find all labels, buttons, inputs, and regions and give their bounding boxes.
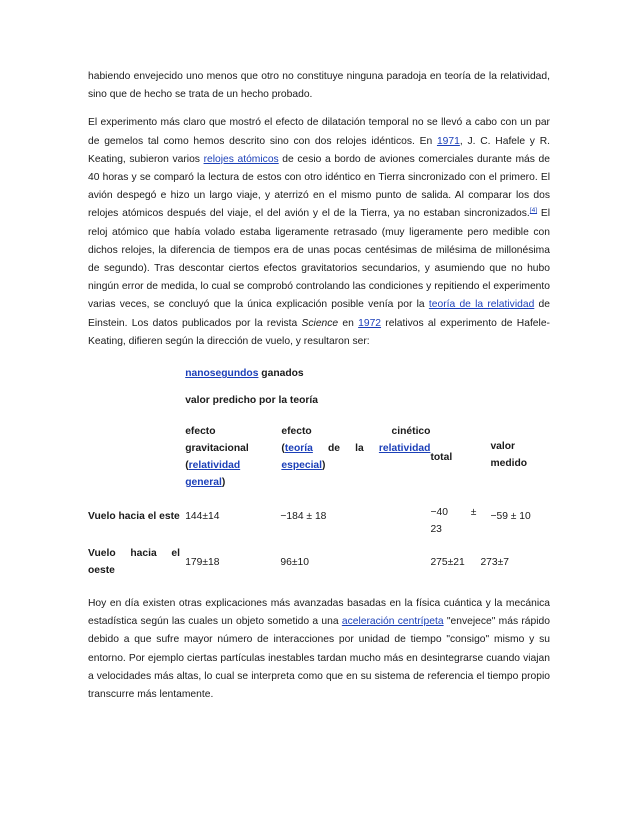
header-total: total [430,451,453,463]
intro-text: habiendo envejecido uno menos que otro no constituye ninguna paradoja en teoría de la relatividad, sino que de hecho se trata de un hecho probado. [88,71,550,101]
total-east-error: 23 [430,524,442,536]
west-label-b: hacia [130,548,157,560]
table-header-predicted [88,392,550,419]
intro-paragraph [88,68,550,104]
cell-measured-east: −59 ± 10 [490,510,531,522]
experiment-text-3: de cesio a bordo de aviones comerciales durante más de 40 horas y se comparó la lectura de estos con otro idéntico en Tierra sincronizado con el primero. El avión despegó e hizo un largo viaje, y aterrizó en el mismo punto de salida. Al comparar los dos relojes atómicos después del viaje, el del avión y el de la Tierra, ya no estaban sincronizados. [88,153,550,220]
total-east-value: −40 [430,507,448,519]
link-relatividad-especial[interactable]: relatividad [378,443,431,455]
experiment-text-4: El reloj atómico que había volado estaba ligeramente retrasado (muy ligeramente pero medible con dichos relojes, la diferencia de tiempos era de unas pocas centésimas de milésima de millonésima de segundo). Tras descontar ciertos efectos gravitatorios secundarios, y asumiendo que no hubo ningún error de medida, lo cual se comprobó controlando las condiciones y repitiendo el experimento varias veces, se concluyó que la única explicación posible venía por la [88,208,550,311]
quantum-text-1: Hoy en día existen otras explicaciones más avanzadas basadas en la física cuántica y la mecánica estadística según las cuales un objeto sometido a una [88,598,550,628]
west-label-a: Vuelo [88,548,116,560]
header-kinetic: efecto cinético (teoría de la relatividad especial) [280,419,430,491]
table-row [88,491,550,541]
experiment-text-2: , J. C. Hafele y R. Keating, subieron varios [88,135,550,165]
header-cin-la: la [355,443,364,455]
science-journal-name: Science [301,317,339,329]
link-relojes-atomicos[interactable]: relojes atómicos [203,153,279,165]
header-cin-efecto: efecto [281,426,312,438]
link-teoria-relatividad[interactable]: teoría de la relatividad [428,299,535,311]
row-label-west [88,541,185,583]
results-table [88,365,550,583]
cell-measured-west: 273±7 [480,556,510,568]
experiment-text-5: de Einstein. Los datos publicados por la revista [88,299,550,329]
table-header-nanoseconds [88,365,550,392]
header-cin-cinetico: cinético [391,426,431,438]
header-gravitational: efecto gravitacional (relatividad general) [185,419,280,491]
link-aceleracion-centripeta[interactable]: aceleración centrípeta [341,616,444,628]
document-page [88,68,550,704]
quantum-text-2: "envejece" más rápido debido a que sufre mayor número de interacciones por unidad de tiempo "consigo" mismo y su entorno. Por ejemplo ciertas partículas inestables tardan mucho más en desintegrarse cuando viajan a velocidades más altas, lo cual se interpreta como que en su sistema de referencia el tiempo propio transcurre más lentamente. [88,616,550,701]
cell-cin-west: 96±10 [280,556,309,568]
experiment-text-1: El experimento más claro que mostró el efecto de dilatación temporal no se llevó a cabo con un par de gemelos tal como hemos descrito sino con dos relojes idénticos. En [88,117,550,147]
header-predicted-value: valor predicho por la teoría [185,395,318,407]
total-east-pm: ± [470,507,477,519]
cell-grav-east: 144±14 [185,510,220,522]
row-label-east: Vuelo hacia el este [88,510,180,522]
link-1972[interactable]: 1972 [358,317,382,329]
quantum-paragraph [88,595,550,704]
table-row [88,541,550,583]
link-nanosegundos[interactable]: nanosegundos [185,368,259,380]
link-relatividad-general-1[interactable]: relatividad [188,460,241,472]
cell-total-west: 275±21 [430,556,465,568]
cell-total-east [430,491,476,541]
link-teoria-especial[interactable]: teoría [284,443,313,455]
cell-grav-west: 179±18 [185,556,220,568]
results-table-wrapper [88,365,550,583]
header-ganados: ganados [258,368,304,380]
link-especial[interactable]: especial [281,460,323,472]
experiment-paragraph [88,114,550,351]
link-relatividad-general-2[interactable]: general [185,477,222,489]
table-header-columns [88,419,550,491]
cell-cin-east: −184 ± 18 [280,510,327,522]
experiment-text-7: relativos al experimento de Hafele-Keating, difieren según la dirección de vuelo, y resultaron ser: [88,317,550,347]
west-label-c: el [171,548,180,560]
header-cin-de: de [328,443,341,455]
west-label-d: oeste [88,565,115,577]
header-grav-title: efecto gravitacional [185,426,249,455]
header-measured: valor medido [490,441,528,470]
experiment-text-6: en [338,317,359,329]
link-1971[interactable]: 1971 [436,135,460,147]
reference-link-4[interactable]: [4] [529,207,538,215]
